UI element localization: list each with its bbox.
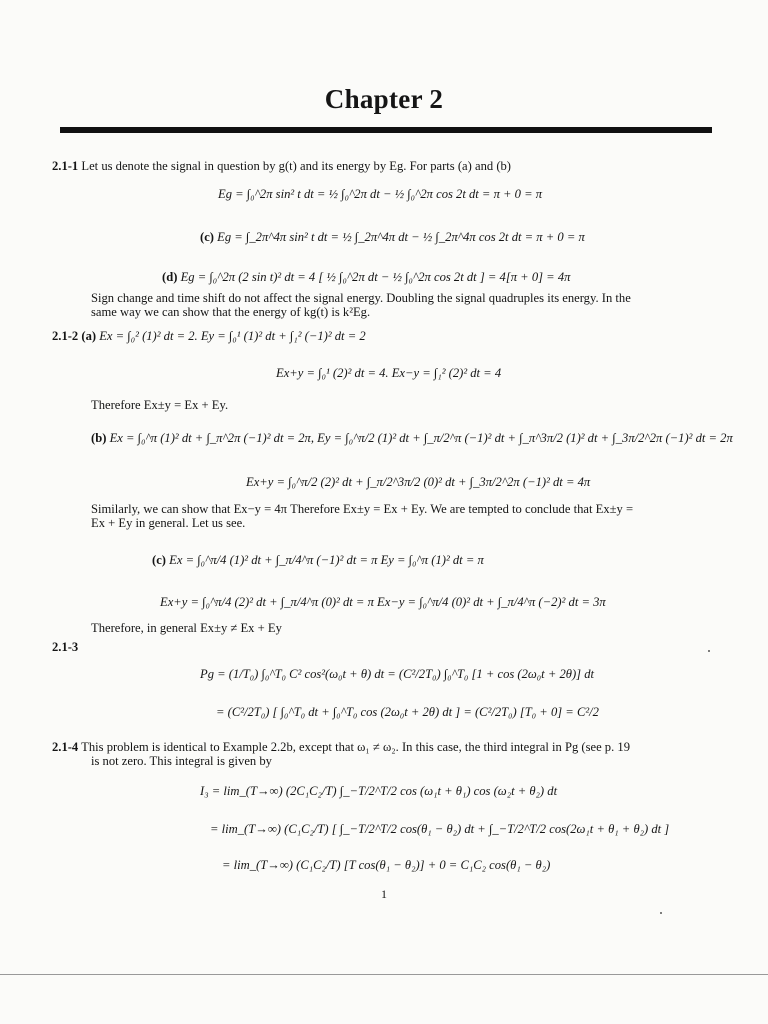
line-p212-b [91,431,733,445]
line-p211-note1 [91,291,631,305]
problem-number: 2.1-3 [52,640,79,654]
equation-text: I₃ = lim_(T→∞) (2C₁C₂/T) ∫_−T/2^T/2 cos (ω₁t + θ₁) cos (ω₂t + θ₂) dt [200,784,558,798]
body-text: Therefore Ex±y = Ex + Ey. [91,398,229,412]
equation-text: Eg = ∫₀^2π sin² t dt = ½ ∫₀^2π dt − ½ ∫₀^2π cos 2t dt = π + 0 = π [218,187,543,201]
equation-text: = lim_(T→∞) (C₁C₂/T) [T cos(θ₁ − θ₂)] + 0 = C₁C₂ cos(θ₁ − θ₂) [222,858,551,872]
equation-text: Ex = ∫₀² (1)² dt = 2. Ey = ∫₀¹ (1)² dt + ∫₁² (−1)² dt = 2 [99,329,366,343]
line-p211-eq-ab [218,187,542,201]
scan-speck [660,912,662,914]
line-p212-therefore [91,398,228,412]
equation-text: Ex = ∫₀^π (1)² dt + ∫_π^2π (−1)² dt = 2π, Ey = ∫₀^π/2 (1)² dt + ∫_π/2^π (−1)² dt + ∫_π^3π/2 (1)² dt + ∫_3π/2^2π (−1)² dt = 2π [109,431,733,445]
line-p213-eq2 [216,705,599,719]
body-text: Sign change and time shift do not affect the signal energy. Doubling the signal quadruples its energy. In the [91,291,631,305]
equation-text: = (C²/2T₀) [ ∫₀^T₀ dt + ∫₀^T₀ cos (2ω₀t + 2θ) dt ] = (C²/2T₀) [T₀ + 0] = C²/2 [216,705,599,719]
equation-text: Eg = ∫₀^2π (2 sin t)² dt = 4 [ ½ ∫₀^2π dt − ½ ∫₀^2π cos 2t dt ] = 4[π + 0] = 4π [180,270,571,284]
chapter-title: Chapter 2 [324,84,444,114]
line-p214-l1 [52,740,630,754]
equation-text: Eg = ∫_2π^4π sin² t dt = ½ ∫_2π^4π dt − ½ ∫_2π^4π cos 2t dt = π + 0 = π [217,230,585,244]
line-p212-sim1 [91,502,633,516]
body-text: Similarly, we can show that Ex−y = 4π Therefore Ex±y = Ex + Ey. We are tempted to conclude that Ex±y = [91,502,634,516]
line-p212-sim2 [91,516,245,530]
line-p212-a2 [276,366,501,380]
line-p212-concl [91,621,282,635]
equation-text: Ex+y = ∫₀¹ (2)² dt = 4. Ex−y = ∫₁² (2)² dt = 4 [276,366,502,380]
equation-text: Ex+y = ∫₀^π/2 (2)² dt + ∫_π/2^3π/2 (0)² dt + ∫_3π/2^2π (−1)² dt = 4π [246,475,591,489]
body-text: Ex + Ey in general. Let us see. [91,516,246,530]
problem-number: 2.1-2 (a) [52,329,97,343]
problem-number: (d) [162,270,178,284]
page-bottom-edge [0,974,768,975]
line-p213-eq1 [200,667,594,681]
line-p211-note2 [91,305,370,319]
equation-text: = lim_(T→∞) (C₁C₂/T) [ ∫_−T/2^T/2 cos(θ₁ − θ₂) dt + ∫_−T/2^T/2 cos(2ω₁t + θ₁ + θ₂) dt ] [210,822,670,836]
equation-text: Ex+y = ∫₀^π/4 (2)² dt + ∫_π/4^π (0)² dt = π Ex−y = ∫₀^π/4 (0)² dt + ∫_π/4^π (−2)² dt = 3π [160,595,606,609]
line-p212-c2 [160,595,606,609]
equation-text: Ex = ∫₀^π/4 (1)² dt + ∫_π/4^π (−1)² dt = π Ey = ∫₀^π (1)² dt = π [169,553,484,567]
chapter-title-rule [60,127,712,133]
line-p213-num [52,640,78,654]
problem-number: (c) [152,553,166,567]
line-p212-c [152,553,484,567]
problem-number: (b) [91,431,107,445]
line-p214-l2 [91,754,272,768]
scan-speck [708,650,710,652]
line-p211-eq-c [200,230,585,244]
page-number: 1 [381,887,387,901]
line-p211-eq-d [162,270,570,284]
body-text: Therefore, in general Ex±y ≠ Ex + Ey [91,621,282,635]
line-p212-a [52,329,366,343]
line-p214-eq2 [210,822,669,836]
line-p214-eq3 [222,858,550,872]
line-p211-intro [52,159,511,173]
body-text: This problem is identical to Example 2.2b, except that ω₁ ≠ ω₂. In this case, the third integral in Pg (see p. 19 [81,740,630,754]
line-p212-b2 [246,475,590,489]
line-p214-eq1 [200,784,557,798]
problem-number: 2.1-1 [52,159,79,173]
equation-text: Pg = (1/T₀) ∫₀^T₀ C² cos²(ω₀t + θ) dt = (C²/2T₀) ∫₀^T₀ [1 + cos (2ω₀t + 2θ)] dt [200,667,595,681]
body-text: is not zero. This integral is given by [91,754,272,768]
problem-number: (c) [200,230,214,244]
problem-number: 2.1-4 [52,740,79,754]
body-text: same way we can show that the energy of kg(t) is k²Eg. [91,305,371,319]
body-text: Let us denote the signal in question by g(t) and its energy by Eg. For parts (a) and (b) [81,159,511,173]
